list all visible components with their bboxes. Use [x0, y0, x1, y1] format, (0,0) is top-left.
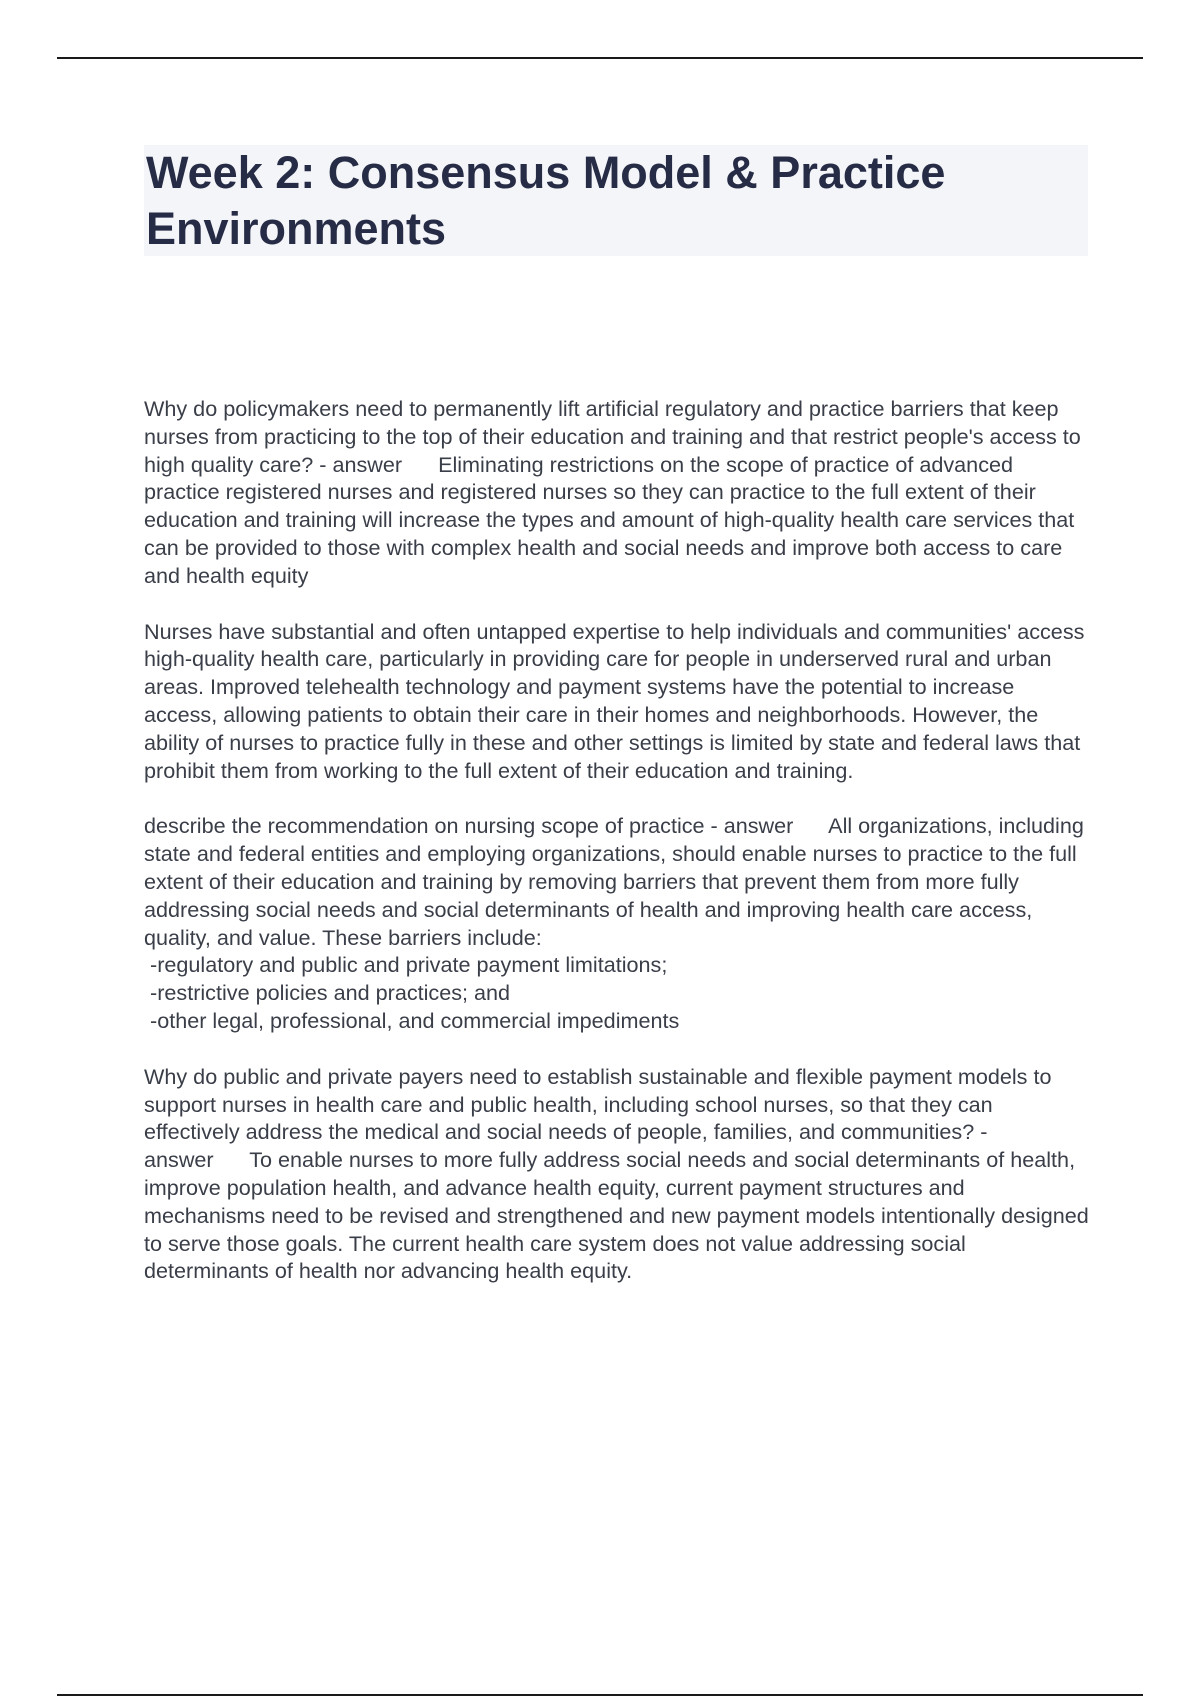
paragraph-text: Nurses have substantial and often untapped expertise to help individuals and communities' access high-quality health care, particularly in providing care for people in underserved rural and urban areas. Improved telehealth technology and payment systems have the potential to increase access, allowing patients to obtain their care in their homes and neighborhoods. However, the ability of nurses to practice fully in these and other settings is limited by state and federal laws that prohibit them from working to the full extent of their education and training. — [144, 618, 1091, 783]
answer-text: Eliminating restrictions on the scope of practice of advanced practice registered nurses and registered nurses so they can practice to the full extent of their education and training will increase the types and amount of high-quality health care services that can be provided to those with complex health and social needs and improve both access to care and health equity — [144, 451, 1081, 588]
list-item: -regulatory and public and private payment limitations; — [144, 952, 668, 978]
footer-rule — [57, 1694, 1143, 1696]
qa-item-4 — [144, 1063, 1095, 1285]
list-item: -other legal, professional, and commercial impediments — [144, 1007, 680, 1033]
question-text: describe the recommendation on nursing scope of practice - answer — [144, 813, 794, 839]
title-block — [144, 145, 1088, 256]
answer-text: All organizations, including state and federal entities and employing organizations, should enable nurses to practice to the full extent of their education and training by removing barriers that prevent them from more fully addressing social needs and social determinants of health and improving health care access, quality, and value. These barriers include: — [144, 813, 1090, 950]
document-body — [144, 395, 1095, 1313]
qa-item-1 — [144, 395, 1090, 590]
answer-text: To enable nurses to more fully address social needs and social determinants of health, improve population health, and advance health equity, current payment structures and mechanisms need to be revised and strengthened and new payment models intentionally designed to serve those goals. The current health care system does not value addressing social determinants of health nor advancing health equity. — [144, 1147, 1095, 1284]
paragraph-item-2 — [144, 618, 1090, 785]
list-item: -restrictive policies and practices; and — [144, 980, 511, 1006]
question-text: Why do public and private payers need to establish sustainable and flexible payment models to support nurses in health care and public health, including school nurses, so that they can effectively address the medical and social needs of people, families, and communities? - answer — [144, 1063, 1058, 1173]
qa-item-3 — [144, 812, 1090, 1034]
page-title: Week 2: Consensus Model & Practice Environments — [146, 147, 946, 254]
question-text: Why do policymakers need to permanently lift artificial regulatory and practice barriers that keep nurses from practicing to the top of their education and training and that restrict people's access to high quality care? - answer — [144, 396, 1087, 477]
header-rule — [57, 57, 1143, 59]
